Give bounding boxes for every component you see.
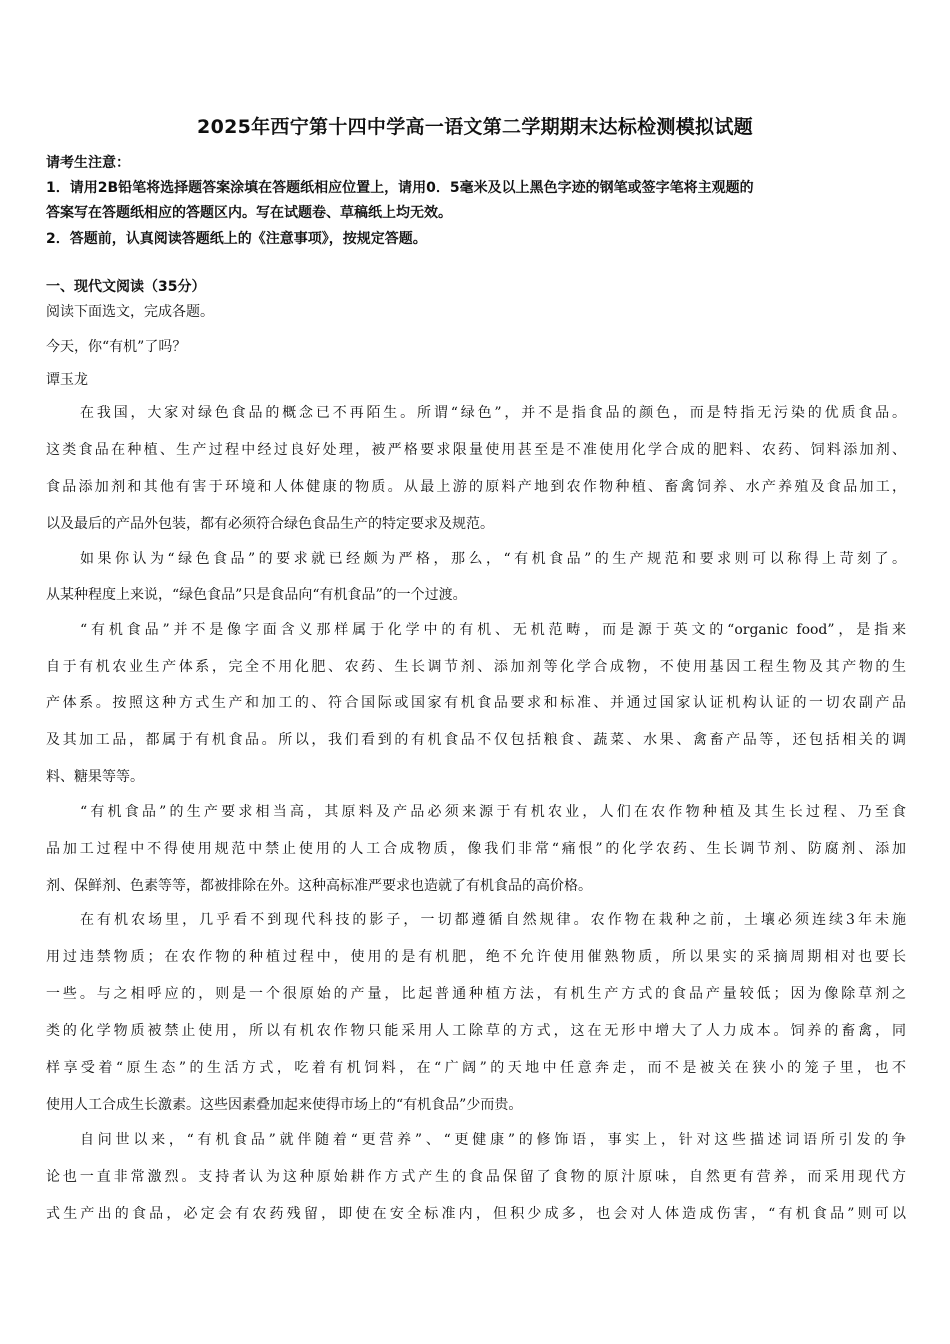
notice-line: 2．答题前，认真阅读答题纸上的《注意事项》，按规定答题。 [46, 231, 427, 247]
paragraph-line: 自问世以来，“有机食品”就伴随着“更营养”、“更健康”的修饰语，事实上，针对这些描述词语所引发的争 [80, 1132, 906, 1148]
paragraph-line: 一些。与之相呼应的，则是一个很原始的产量，比起普通种植方法，有机生产方式的食品产量较低；因为像除草剂之 [46, 986, 906, 1002]
document-title: 2025年西宁第十四中学高一语文第二学期期末达标检测模拟试题 [197, 116, 753, 138]
paragraph-line: 产体系。按照这种方式生产和加工的、符合国际或国家有机食品要求和标准、并通过国家认证机构认证的一切农副产品 [46, 695, 906, 711]
paragraph-line: 从某种程度上来说，“绿色食品”只是食品向“有机食品”的一个过渡。 [46, 587, 467, 603]
paragraph-line: 及其加工品，都属于有机食品。所以，我们看到的有机食品不仅包括粮食、蔬菜、水果、禽畜产品等，还包括相关的调 [46, 732, 906, 748]
reading-instruction: 阅读下面选文，完成各题。 [46, 304, 214, 320]
paragraph-line: 在有机农场里，几乎看不到现代科技的影子，一切都遵循自然规律。农作物在栽种之前，土壤必须连续3年未施 [80, 912, 906, 928]
paragraph-line: 在我国，大家对绿色食品的概念已不再陌生。所谓“绿色”，并不是指食品的颜色，而是特指无污染的优质食品。 [80, 405, 906, 421]
paragraph-line: 式生产出的食品，必定会有农药残留，即使在安全标准内，但积少成多，也会对人体造成伤害，“有机食品”则可以 [46, 1206, 906, 1222]
paragraph-line: “有机食品”的生产要求相当高，其原料及产品必须来源于有机农业，人们在农作物种植及其生长过程、乃至食 [80, 804, 906, 820]
paragraph-line: 使用人工合成生长激素。这些因素叠加起来使得市场上的“有机食品”少而贵。 [46, 1097, 523, 1113]
article-title: 今天，你“有机”了吗？ [46, 339, 187, 355]
paragraph-line: 类的化学物质被禁止使用，所以有机农作物只能采用人工除草的方式，这在无形中增大了人力成本。饲养的畜禽，同 [46, 1023, 906, 1039]
paragraph-line: 以及最后的产品外包装，都有必须符合绿色食品生产的特定要求及规范。 [46, 516, 494, 532]
paragraph-line: 样享受着“原生态”的生活方式，吃着有机饲料，在“广阔”的天地中任意奔走，而不是被关在狭小的笼子里，也不 [46, 1060, 906, 1076]
paragraph-line: “有机食品”并不是像字面含义那样属于化学中的有机、无机范畴，而是源于英文的“organic food”，是指来 [80, 622, 906, 638]
paragraph-line: 料、糖果等等。 [46, 769, 144, 785]
paragraph-line: 如果你认为“绿色食品”的要求就已经颇为严格，那么，“有机食品”的生产规范和要求则可以称得上苛刻了。 [80, 551, 906, 567]
notice-line: 答案写在答题纸相应的答题区内。写在试题卷、草稿纸上均无效。 [46, 205, 452, 221]
paragraph-line: 剂、保鲜剂、色素等等，都被排除在外。这种高标准严要求也造就了有机食品的高价格。 [46, 878, 592, 894]
paragraph-line: 用过违禁物质；在农作物的种植过程中，使用的是有机肥，绝不允许使用催熟物质，所以果实的采摘周期相对也要长 [46, 949, 906, 965]
section-heading: 一、现代文阅读（35分） [46, 279, 206, 295]
paragraph-line: 论也一直非常激烈。支持者认为这种原始耕作方式产生的食品保留了食物的原汁原味，自然更有营养，而采用现代方 [46, 1169, 906, 1185]
paragraph-line: 品加工过程中不得使用规范中禁止使用的人工合成物质，像我们非常“痛恨”的化学农药、生长调节剂、防腐剂、添加 [46, 841, 906, 857]
article-author: 谭玉龙 [46, 372, 88, 388]
paragraph-line: 这类食品在种植、生产过程中经过良好处理，被严格要求限量使用甚至是不准使用化学合成的肥料、农药、饲料添加剂、 [46, 442, 906, 458]
paragraph-line: 食品添加剂和其他有害于环境和人体健康的物质。从最上游的原料产地到农作物种植、畜禽饲养、水产养殖及食品加工， [46, 479, 906, 495]
notice-heading: 请考生注意： [46, 155, 130, 171]
notice-line: 1．请用2B铅笔将选择题答案涂填在答题纸相应位置上，请用0．5毫米及以上黑色字迹的钢笔或签字笔将主观题的 [46, 180, 754, 196]
paragraph-line: 自于有机农业生产体系，完全不用化肥、农药、生长调节剂、添加剂等化学合成物，不使用基因工程生物及其产物的生 [46, 659, 906, 675]
